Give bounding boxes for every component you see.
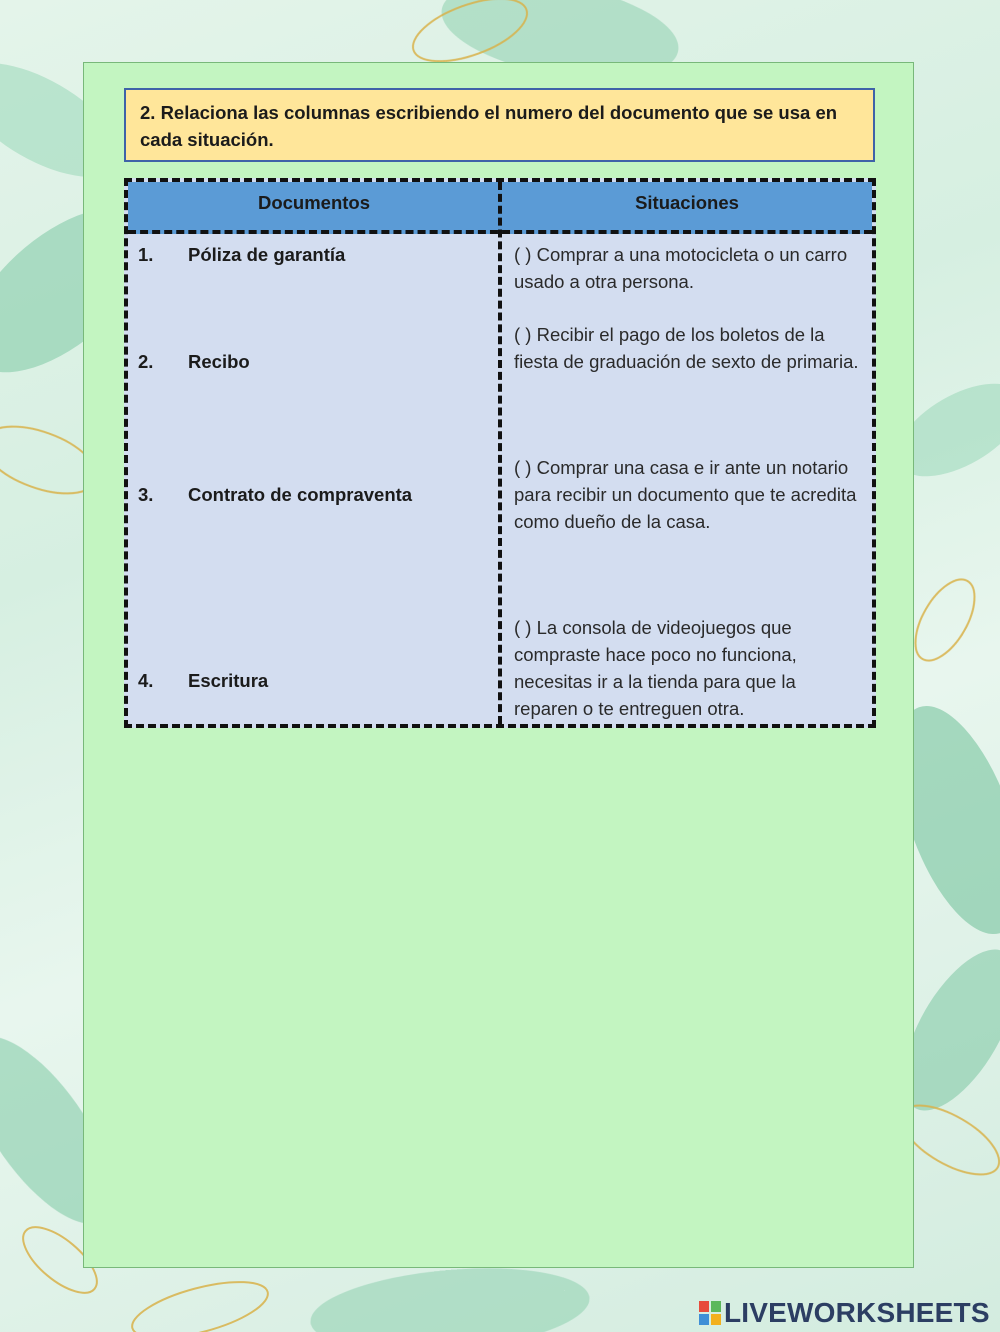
document-number: 4. — [138, 670, 154, 691]
column-divider — [498, 182, 502, 724]
header-documentos: Documentos — [257, 192, 371, 213]
matching-table — [124, 178, 876, 728]
document-item-4 — [138, 667, 268, 694]
logo-icon — [699, 1301, 721, 1325]
liveworksheets-logo — [699, 1296, 995, 1330]
document-name: Escritura — [188, 670, 269, 691]
document-item-3 — [138, 481, 412, 508]
situation-item-1[interactable]: ( ) Comprar a una motocicleta o un carro usado a otra persona. — [514, 244, 848, 292]
document-number: 1. — [138, 244, 154, 265]
document-number: 2. — [138, 351, 154, 372]
document-name: Póliza de garantía — [188, 244, 346, 265]
header-situaciones: Situaciones — [635, 192, 739, 213]
document-number: 3. — [138, 484, 154, 505]
situation-item-4[interactable]: ( ) La consola de videojuegos que compraste hace poco no funciona, necesitas ir a la tienda para que la reparen o te entreguen otra. — [514, 617, 797, 719]
situation-item-3[interactable]: ( ) Comprar una casa e ir ante un notario para recibir un documento que te acredita como dueño de la casa. — [514, 457, 857, 532]
instruction-box: 2. Relaciona las columnas escribiendo el numero del documento que se usa en cada situación. — [124, 88, 875, 162]
document-item-2 — [138, 348, 250, 375]
document-name: Contrato de compraventa — [188, 484, 413, 505]
document-name: Recibo — [188, 351, 250, 372]
logo-text: LIVEWORKSHEETS — [724, 1297, 990, 1328]
document-item-1 — [138, 241, 345, 268]
situation-item-2[interactable]: ( ) Recibir el pago de los boletos de la fiesta de graduación de sexto de primaria. — [514, 324, 859, 372]
worksheet-page — [83, 62, 914, 1268]
